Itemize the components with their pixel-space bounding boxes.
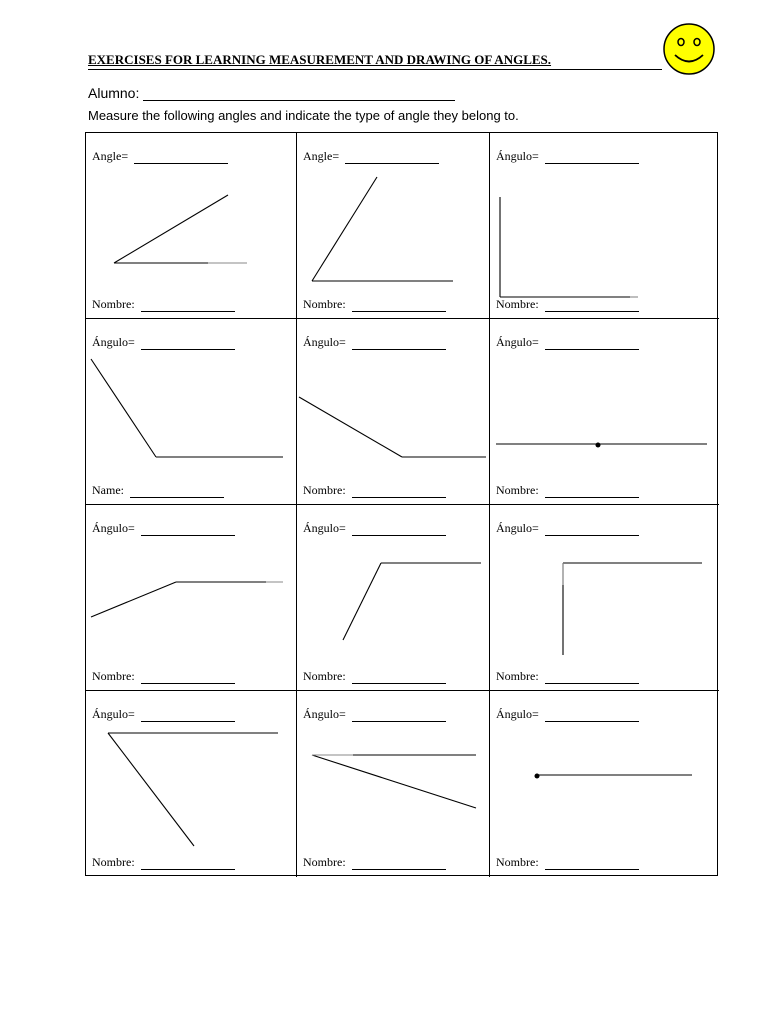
- name-field[interactable]: [303, 669, 446, 684]
- name-blank[interactable]: [352, 857, 446, 870]
- name-field[interactable]: [92, 297, 235, 312]
- name-label: Nombre:: [92, 669, 135, 683]
- angle-label: Ángulo=: [496, 707, 539, 721]
- name-blank[interactable]: [130, 485, 224, 498]
- angle-label: Ángulo=: [303, 707, 346, 721]
- name-field[interactable]: [92, 855, 235, 870]
- exercise-cell-5: [297, 319, 490, 505]
- angle-label: Angle=: [303, 149, 340, 163]
- name-label: Nombre:: [496, 669, 539, 683]
- name-blank[interactable]: [545, 671, 639, 684]
- exercise-cell-3: [490, 133, 719, 319]
- angle-ray: [299, 397, 402, 457]
- angle-vertex-dot: [535, 774, 540, 779]
- name-label: Nombre:: [496, 483, 539, 497]
- exercise-cell-4: [86, 319, 297, 505]
- exercise-cell-9: [490, 505, 719, 691]
- angle-figure: [297, 505, 489, 690]
- worksheet-title: EXERCISES FOR LEARNING MEASUREMENT AND DRAWING OF ANGLES.: [88, 52, 662, 70]
- exercise-cell-8: [297, 505, 490, 691]
- angle-label: Ángulo=: [303, 335, 346, 349]
- angle-ray: [312, 177, 377, 281]
- angle-ray: [108, 733, 194, 846]
- name-field[interactable]: [92, 483, 224, 498]
- student-name-field[interactable]: [88, 85, 455, 101]
- angle-figure: [297, 691, 489, 877]
- angle-ray: [91, 359, 156, 457]
- name-field[interactable]: [496, 669, 639, 684]
- angle-exercise-grid: [85, 132, 718, 876]
- angle-figure: [297, 133, 489, 318]
- angle-figure: [86, 133, 296, 318]
- name-field[interactable]: [303, 855, 446, 870]
- student-name-blank[interactable]: [143, 86, 455, 101]
- name-blank[interactable]: [545, 299, 639, 312]
- angle-figure: [490, 691, 719, 877]
- angle-label: Ángulo=: [92, 707, 135, 721]
- angle-ray: [343, 563, 381, 640]
- angle-label: Ángulo=: [496, 335, 539, 349]
- name-label: Nombre:: [303, 855, 346, 869]
- angle-figure: [86, 319, 296, 504]
- name-field[interactable]: [496, 483, 639, 498]
- angle-figure: [297, 319, 489, 504]
- angle-ray: [114, 195, 228, 263]
- student-label: Alumno:: [88, 85, 140, 101]
- angle-ray: [91, 582, 176, 617]
- name-label: Nombre:: [303, 483, 346, 497]
- angle-figure: [490, 133, 719, 318]
- exercise-cell-10: [86, 691, 297, 877]
- name-label: Nombre:: [303, 297, 346, 311]
- name-label: Nombre:: [496, 855, 539, 869]
- name-blank[interactable]: [141, 299, 235, 312]
- angle-label: Ángulo=: [92, 335, 135, 349]
- name-blank[interactable]: [545, 485, 639, 498]
- name-label: Nombre:: [303, 669, 346, 683]
- name-blank[interactable]: [141, 671, 235, 684]
- angle-figure: [490, 319, 719, 504]
- angle-label: Angle=: [92, 149, 129, 163]
- name-label: Nombre:: [496, 297, 539, 311]
- exercise-cell-7: [86, 505, 297, 691]
- angle-label: Ángulo=: [92, 521, 135, 535]
- name-label: Name:: [92, 483, 124, 497]
- name-label: Nombre:: [92, 855, 135, 869]
- name-field[interactable]: [303, 297, 446, 312]
- name-field[interactable]: [92, 669, 235, 684]
- angle-label: Ángulo=: [303, 521, 346, 535]
- exercise-cell-12: [490, 691, 719, 877]
- name-field[interactable]: [496, 297, 639, 312]
- angle-vertex-dot: [596, 443, 601, 448]
- angle-figure: [490, 505, 719, 690]
- angle-ray: [312, 755, 476, 808]
- angle-label: Ángulo=: [496, 521, 539, 535]
- angle-figure: [86, 691, 296, 877]
- name-field[interactable]: [496, 855, 639, 870]
- name-blank[interactable]: [352, 485, 446, 498]
- name-blank[interactable]: [352, 671, 446, 684]
- exercise-cell-11: [297, 691, 490, 877]
- exercise-cell-2: [297, 133, 490, 319]
- angle-label: Ángulo=: [496, 149, 539, 163]
- instructions-text: Measure the following angles and indicate the type of angle they belong to.: [88, 108, 519, 123]
- name-blank[interactable]: [141, 857, 235, 870]
- name-blank[interactable]: [545, 857, 639, 870]
- exercise-cell-1: [86, 133, 297, 319]
- angle-figure: [86, 505, 296, 690]
- exercise-cell-6: [490, 319, 719, 505]
- smiley-face-icon: [662, 22, 716, 76]
- name-field[interactable]: [303, 483, 446, 498]
- name-blank[interactable]: [352, 299, 446, 312]
- name-label: Nombre:: [92, 297, 135, 311]
